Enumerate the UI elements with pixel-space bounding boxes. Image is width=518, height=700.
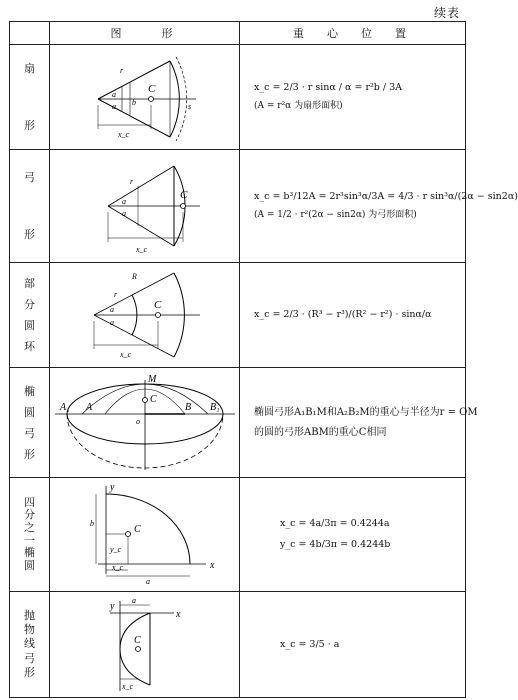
ellipse-segment-figure xyxy=(50,368,240,478)
table-row xyxy=(10,592,466,698)
label-yc: y_c xyxy=(110,544,122,554)
label-o: o xyxy=(136,416,140,426)
parabola-figure xyxy=(50,592,240,698)
table-row xyxy=(10,263,466,368)
centroid-table xyxy=(9,21,518,698)
label-C: C xyxy=(134,523,141,535)
label-C: C xyxy=(154,299,162,311)
label-xc: x_c xyxy=(136,245,148,254)
label-C: C xyxy=(180,189,188,201)
sector-formula: x_c = 2/3 · r sinα / α = r²b / 3A (A = r²α 为扇形面积) xyxy=(240,45,466,150)
label-x: x xyxy=(176,608,181,620)
label-a: a xyxy=(112,90,116,99)
label-s: s xyxy=(188,102,192,111)
shape-name: 扇 形 xyxy=(10,45,50,150)
label-a-lower: a xyxy=(112,102,116,111)
shape-name: 部 分 圆 环 xyxy=(10,263,50,368)
label-C: C xyxy=(150,393,157,405)
sector-figure xyxy=(50,45,240,150)
label-x: x xyxy=(210,559,215,571)
shape-name: 抛 物 线 弓 形 xyxy=(10,592,50,698)
label-r: r xyxy=(130,177,134,186)
continued-label: 续表 xyxy=(433,6,460,20)
label-C: C xyxy=(148,83,156,95)
table-row xyxy=(10,478,466,592)
table-row xyxy=(10,45,466,150)
segment-formula: x_c = b³/12A = 2r³sin³α/3A = 4/3 · r sin³α/(2α − sin2α) (A = 1/2 · r²(2α − sin2α) 为弓形面积) xyxy=(240,150,466,263)
label-M: M xyxy=(148,373,157,385)
label-a: a xyxy=(110,305,114,314)
quarter-ellipse-figure xyxy=(50,478,240,592)
label-xc: x_c xyxy=(120,350,132,359)
label-y: y xyxy=(110,600,115,612)
label-A: A xyxy=(86,401,93,413)
ellipse-segment-text: 椭圆弓形A₁B₁M和A₂B₂M的重心与半径为r = OM 的圆的弓形ABM的重心C相同 xyxy=(240,368,466,478)
label-B: B xyxy=(185,401,192,413)
label-C: C xyxy=(134,634,141,646)
label-r: r xyxy=(120,66,124,75)
table-row xyxy=(10,150,466,263)
label-xc: x_c xyxy=(122,681,134,691)
label-b: b xyxy=(132,98,136,107)
shape-name: 四 分 之 一 椭 圆 xyxy=(10,478,50,592)
label-xc: x_c xyxy=(112,562,124,572)
header-shape: 图 形 xyxy=(50,22,240,45)
parabola-formula: x_c = 3/5 · a xyxy=(240,592,466,698)
label-a: a xyxy=(146,576,150,586)
label-b: b xyxy=(90,518,94,528)
label-y: y xyxy=(110,481,115,493)
header-name-cell xyxy=(10,22,50,45)
label-xc: x_c xyxy=(118,130,130,139)
label-a-lower: a xyxy=(122,209,126,218)
shape-name: 弓 形 xyxy=(10,150,50,263)
ring-figure xyxy=(50,263,240,368)
header-row xyxy=(10,22,466,45)
label-B1: B₁ xyxy=(210,401,220,413)
quarter-ellipse-formula: x_c = 4a/3π = 0.4244a y_c = 4b/3π = 0.4244b xyxy=(240,478,466,592)
ring-formula: x_c = 2/3 · (R³ − r³)/(R² − r²) · sinα/α xyxy=(240,263,466,368)
label-a-lower: a xyxy=(110,318,114,327)
label-R: R xyxy=(132,272,137,281)
label-a: a xyxy=(132,595,136,605)
shape-name: 椭 圆 弓 形 xyxy=(10,368,50,478)
label-r: r xyxy=(114,290,118,299)
table-row xyxy=(10,368,466,478)
segment-figure xyxy=(50,150,240,263)
label-a: a xyxy=(122,197,126,206)
header-centroid: 重 心 位 置 xyxy=(240,22,466,45)
label-A1: A₁ xyxy=(60,401,70,413)
